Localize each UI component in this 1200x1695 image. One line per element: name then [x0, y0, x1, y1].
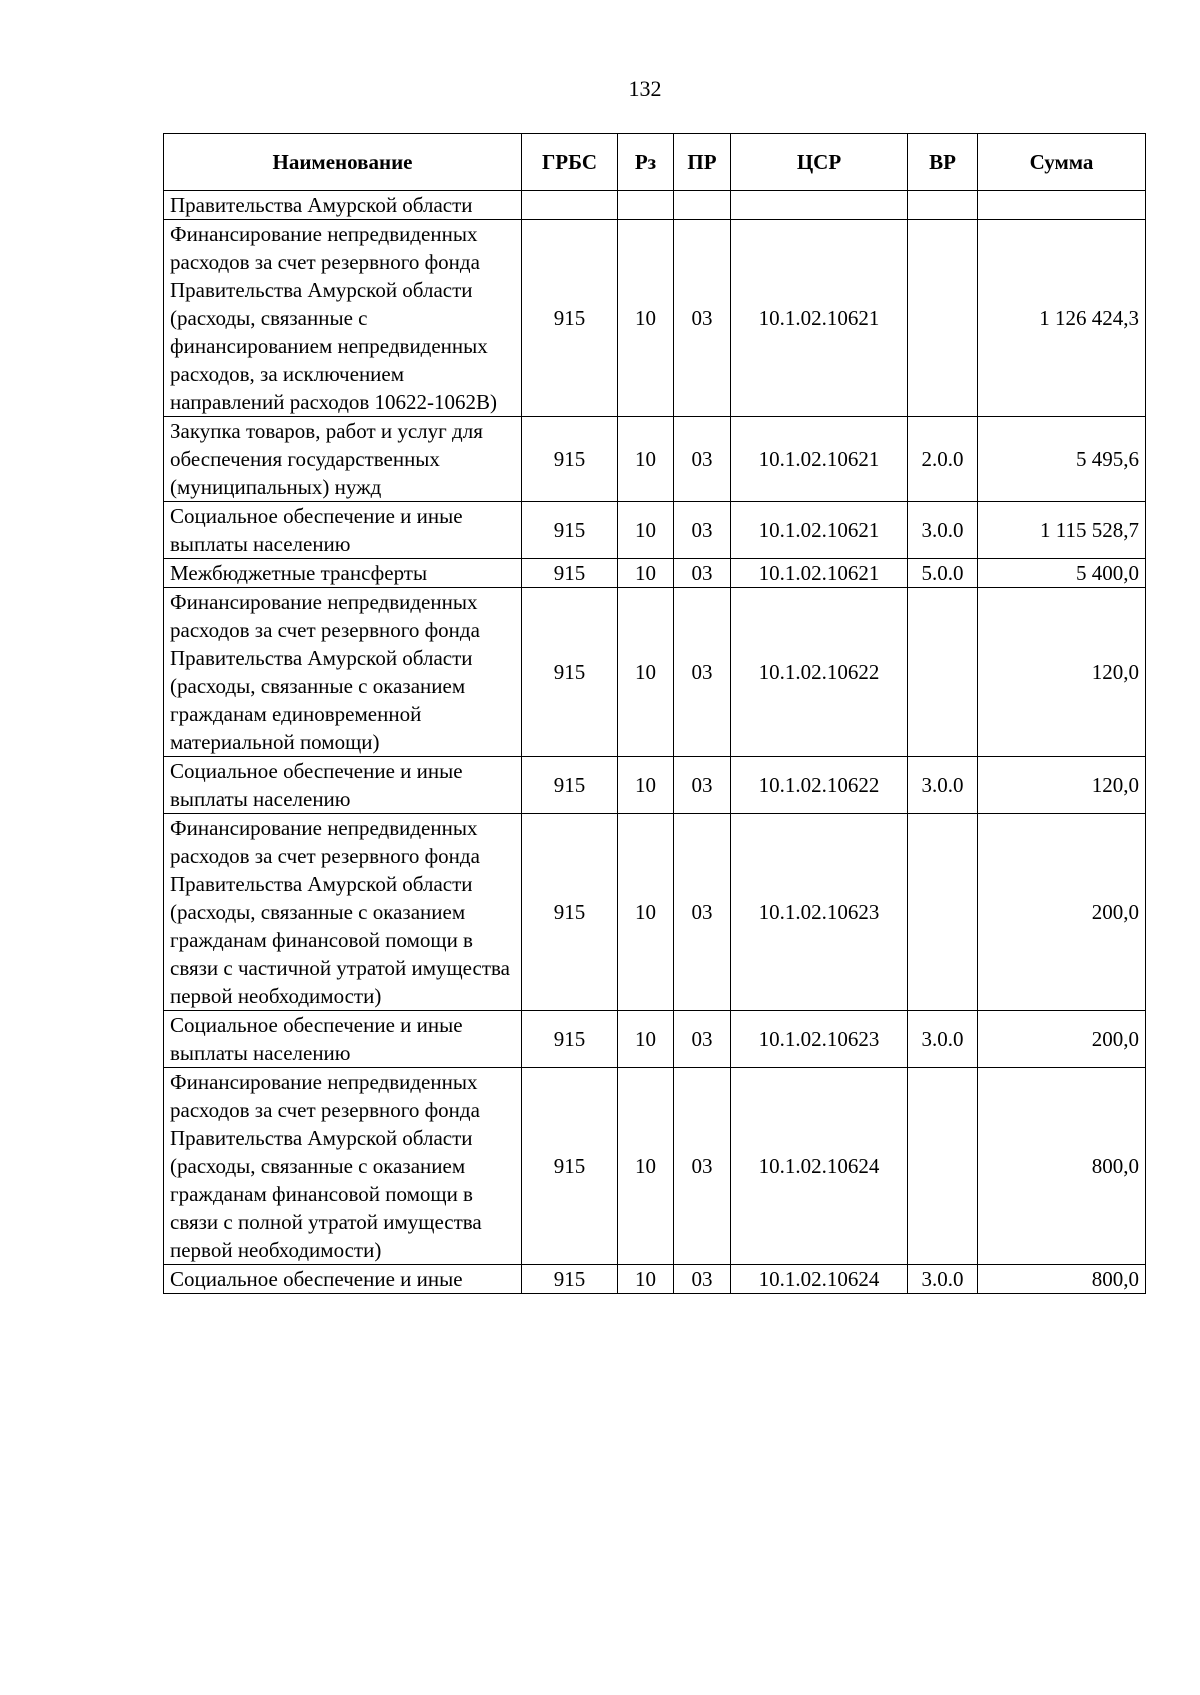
cell-vr: 3.0.0	[908, 502, 978, 559]
table-row	[164, 1265, 1146, 1294]
cell-pr: 03	[674, 757, 731, 814]
cell-vr	[908, 814, 978, 1011]
table-row	[164, 1011, 1146, 1068]
cell-rz: 10	[618, 1011, 674, 1068]
cell-rz: 10	[618, 588, 674, 757]
cell-sum: 5 495,6	[978, 417, 1146, 502]
page-number: 132	[628, 76, 662, 101]
cell-grbs: 915	[522, 1011, 618, 1068]
header-name: Наименование	[164, 134, 522, 191]
cell-csr: 10.1.02.10622	[731, 588, 908, 757]
cell-rz: 10	[618, 220, 674, 417]
cell-pr: 03	[674, 1068, 731, 1265]
cell-vr	[908, 588, 978, 757]
table-row	[164, 814, 1146, 1011]
cell-vr	[908, 220, 978, 417]
cell-pr: 03	[674, 1011, 731, 1068]
cell-grbs: 915	[522, 814, 618, 1011]
table-row	[164, 1068, 1146, 1265]
cell-vr	[908, 191, 978, 220]
cell-grbs: 915	[522, 559, 618, 588]
cell-vr: 2.0.0	[908, 417, 978, 502]
cell-name: Финансирование непредвиденных расходов за счет резервного фонда Правительства Амурской области (расходы, связанные с оказанием гражданам финансовой помощи в связи с полной утратой имущества первой необходимости)	[164, 1068, 522, 1265]
cell-sum: 5 400,0	[978, 559, 1146, 588]
cell-name: Социальное обеспечение и иные выплаты населению	[164, 502, 522, 559]
header-rz: Рз	[618, 134, 674, 191]
cell-sum	[978, 191, 1146, 220]
cell-sum: 120,0	[978, 757, 1146, 814]
table-header-row	[164, 134, 1146, 191]
cell-rz: 10	[618, 1265, 674, 1294]
cell-name: Социальное обеспечение и иные	[164, 1265, 522, 1294]
cell-name: Межбюджетные трансферты	[164, 559, 522, 588]
header-sum: Сумма	[978, 134, 1146, 191]
cell-sum: 800,0	[978, 1068, 1146, 1265]
cell-sum: 200,0	[978, 1011, 1146, 1068]
cell-pr: 03	[674, 588, 731, 757]
cell-vr: 5.0.0	[908, 559, 978, 588]
cell-csr: 10.1.02.10624	[731, 1265, 908, 1294]
cell-rz: 10	[618, 757, 674, 814]
cell-grbs	[522, 191, 618, 220]
cell-name: Финансирование непредвиденных расходов за счет резервного фонда Правительства Амурской области (расходы, связанные с финансированием непредвиденных расходов, за исключением направлений расходов 10622-1062В)	[164, 220, 522, 417]
table-row	[164, 559, 1146, 588]
cell-name: Социальное обеспечение и иные выплаты населению	[164, 757, 522, 814]
cell-name: Правительства Амурской области	[164, 191, 522, 220]
cell-csr: 10.1.02.10622	[731, 757, 908, 814]
table-row	[164, 502, 1146, 559]
cell-name: Социальное обеспечение и иные выплаты населению	[164, 1011, 522, 1068]
cell-rz: 10	[618, 417, 674, 502]
cell-grbs: 915	[522, 757, 618, 814]
table-row	[164, 417, 1146, 502]
cell-grbs: 915	[522, 417, 618, 502]
cell-grbs: 915	[522, 1265, 618, 1294]
header-grbs: ГРБС	[522, 134, 618, 191]
cell-rz: 10	[618, 814, 674, 1011]
cell-rz: 10	[618, 1068, 674, 1265]
cell-vr: 3.0.0	[908, 757, 978, 814]
cell-grbs: 915	[522, 502, 618, 559]
cell-csr: 10.1.02.10621	[731, 502, 908, 559]
header-vr: ВР	[908, 134, 978, 191]
cell-sum: 200,0	[978, 814, 1146, 1011]
cell-rz: 10	[618, 502, 674, 559]
table-row	[164, 220, 1146, 417]
cell-name: Закупка товаров, работ и услуг для обеспечения государственных (муниципальных) нужд	[164, 417, 522, 502]
table-row	[164, 757, 1146, 814]
cell-name: Финансирование непредвиденных расходов за счет резервного фонда Правительства Амурской области (расходы, связанные с оказанием гражданам финансовой помощи в связи с частичной утратой имущества первой необходимости)	[164, 814, 522, 1011]
header-pr: ПР	[674, 134, 731, 191]
budget-table	[163, 133, 1146, 1294]
cell-sum: 800,0	[978, 1265, 1146, 1294]
cell-pr: 03	[674, 220, 731, 417]
cell-pr: 03	[674, 417, 731, 502]
header-csr: ЦСР	[731, 134, 908, 191]
cell-sum: 1 126 424,3	[978, 220, 1146, 417]
cell-pr: 03	[674, 559, 731, 588]
cell-pr: 03	[674, 502, 731, 559]
cell-rz	[618, 191, 674, 220]
cell-pr: 03	[674, 1265, 731, 1294]
cell-sum: 120,0	[978, 588, 1146, 757]
cell-pr: 03	[674, 814, 731, 1011]
cell-csr: 10.1.02.10623	[731, 814, 908, 1011]
cell-name: Финансирование непредвиденных расходов за счет резервного фонда Правительства Амурской области (расходы, связанные с оказанием гражданам единовременной материальной помощи)	[164, 588, 522, 757]
cell-csr	[731, 191, 908, 220]
cell-vr: 3.0.0	[908, 1011, 978, 1068]
cell-csr: 10.1.02.10623	[731, 1011, 908, 1068]
cell-grbs: 915	[522, 220, 618, 417]
cell-csr: 10.1.02.10621	[731, 559, 908, 588]
cell-rz: 10	[618, 559, 674, 588]
cell-vr	[908, 1068, 978, 1265]
cell-vr: 3.0.0	[908, 1265, 978, 1294]
cell-grbs: 915	[522, 1068, 618, 1265]
table-row	[164, 191, 1146, 220]
cell-csr: 10.1.02.10621	[731, 417, 908, 502]
cell-csr: 10.1.02.10624	[731, 1068, 908, 1265]
cell-grbs: 915	[522, 588, 618, 757]
table-row	[164, 588, 1146, 757]
cell-csr: 10.1.02.10621	[731, 220, 908, 417]
cell-pr	[674, 191, 731, 220]
cell-sum: 1 115 528,7	[978, 502, 1146, 559]
